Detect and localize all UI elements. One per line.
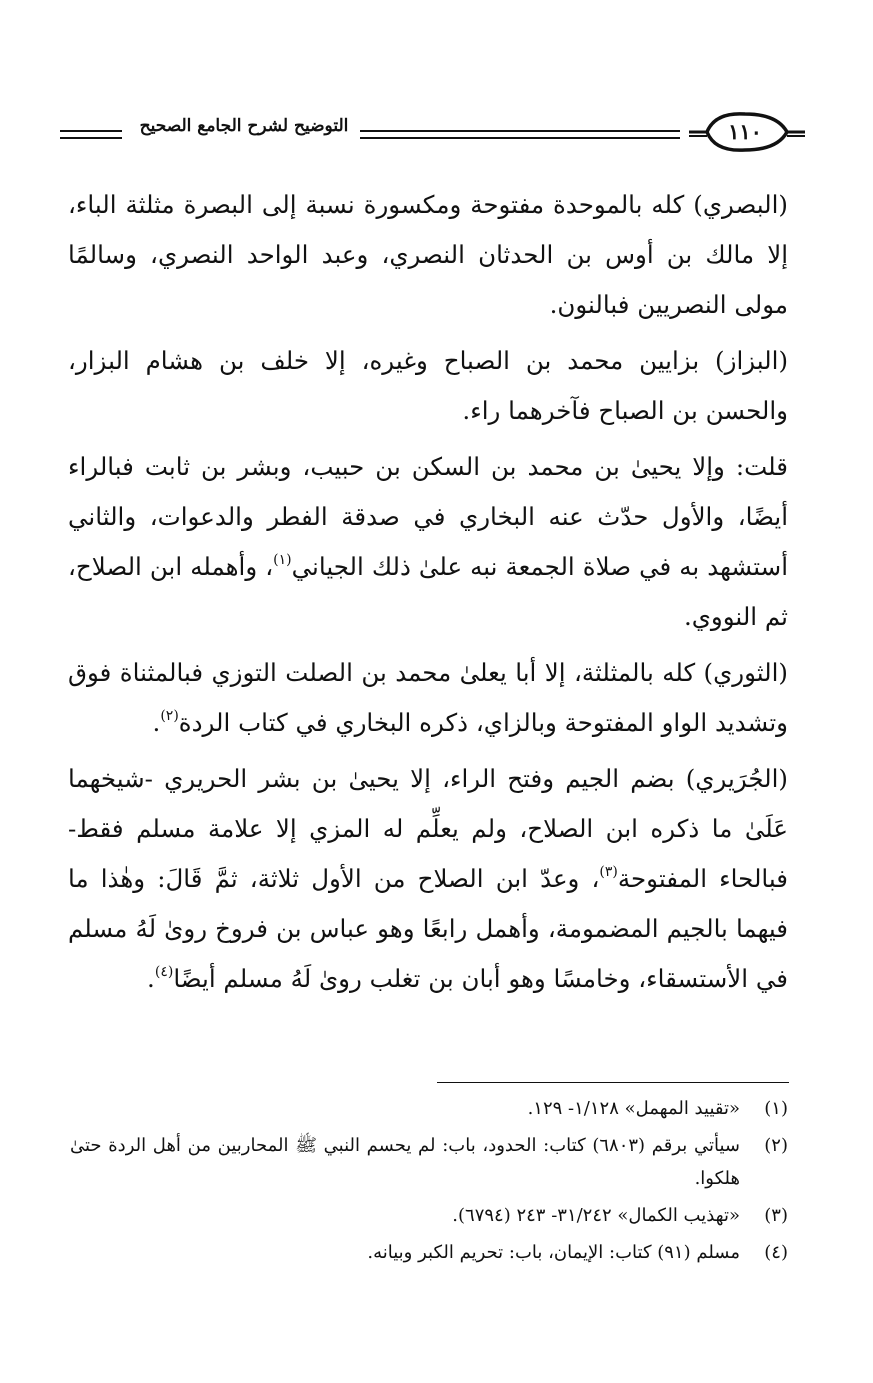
paragraph-text: . (147, 964, 155, 993)
paragraph-text: ، وعدّ ابن الصلاح من الأول ثلاثة، ثمَّ قَالَ: وهٰذا ما فيهما بالجيم المضمومة، وأهمل رابعًا وهو عباس بن فروخ روىٰ لَهُ مسلم في الأستسقاء، وخامسًا وهو أبان بن تغلب روىٰ لَهُ مسلم أيضًا (68, 864, 788, 993)
footnote-text: سيأتي برقم (٦٨٠٣) كتاب: الحدود، باب: لم يحسم النبي ﷺ المحاربين من أهل الردة حتىٰ هلكوا. (70, 1135, 740, 1189)
paragraph-text: . (152, 708, 161, 737)
footnote-number: (٣) (764, 1205, 788, 1226)
footnote-2 (70, 1129, 788, 1195)
paragraph-bazzaz (68, 336, 788, 436)
paragraph-thawri (68, 648, 788, 748)
footnote-4 (70, 1236, 788, 1269)
footnotes (70, 1092, 788, 1273)
paragraph-basri (68, 180, 788, 330)
paragraph-text: (الجُرَيري) بضم الجيم وفتح الراء، إلا يحيىٰ بن بشر الحريري -شيخهما عَلَىٰ ما ذكره ابن الصلاح، ولم يعلِّم له المزي إلا علامة مسلم فقط- فبالحاء المفتوحة (68, 764, 788, 893)
page-number-text: ١١٠ (728, 119, 762, 144)
paragraph-text: (البزاز) بزايين محمد بن الصباح وغيره، إلا خلف بن هشام البزار، والحسن بن الصباح فآخرهما راء. (68, 346, 788, 425)
footnote-1 (70, 1092, 788, 1125)
paragraph-jurayri (68, 754, 788, 1004)
footnote-ref-1[interactable]: (١) (273, 552, 292, 568)
footnote-ref-4[interactable]: (٤) (154, 964, 174, 980)
footnote-ref-3[interactable]: (٣) (599, 864, 618, 880)
footnote-number: (١) (764, 1098, 788, 1119)
paragraph-text: ، وأهمله ابن الصلاح، ثم النووي. (68, 552, 788, 631)
footnote-text: «تهذيب الكمال» ٣١/٢٤٢- ٢٤٣ (٦٧٩٤). (452, 1205, 740, 1226)
paragraph-text: (الثوري) كله بالمثلثة، إلا أبا يعلىٰ محمد بن الصلت التوزي فبالمثناة فوق وتشديد الواو المفتوحة وبالزاي، ذكره البخاري في كتاب الردة (68, 658, 788, 737)
book-title: التوضيح لشرح الجامع الصحيح (139, 116, 349, 136)
running-header (60, 110, 805, 160)
footnote-text: «تقييد المهمل» ١/١٢٨- ١٢٩. (527, 1098, 740, 1119)
main-text (68, 180, 788, 1010)
header-rule-right (360, 130, 680, 139)
paragraph-text: (البصري) كله بالموحدة مفتوحة ومكسورة نسبة إلى البصرة مثلثة الباء، إلا مالك بن أوس بن الحدثان النصري، وعبد الواحد النصري، وسالمًا مولى النصريين فبالنون. (68, 190, 788, 319)
paragraph-qultu (68, 442, 788, 642)
footnote-separator (437, 1082, 789, 1083)
footnote-text: مسلم (٩١) كتاب: الإيمان، باب: تحريم الكبر وبيانه. (367, 1242, 740, 1263)
page-number (685, 110, 805, 154)
footnote-3 (70, 1199, 788, 1232)
footnote-number: (٢) (764, 1135, 788, 1156)
footnote-ref-2[interactable]: (٢) (160, 708, 179, 724)
paragraph-text: قلت: وإلا يحيىٰ بن محمد بن السكن بن حبيب، وبشر بن ثابت فبالراء أيضًا، والأول حدّث عنه البخاري في صدقة الفطر والدعوات، والثاني أستشهد به في صلاة الجمعة نبه علىٰ ذلك الجياني (68, 452, 788, 581)
header-rule-left (60, 130, 122, 139)
footnote-number: (٤) (764, 1242, 788, 1263)
